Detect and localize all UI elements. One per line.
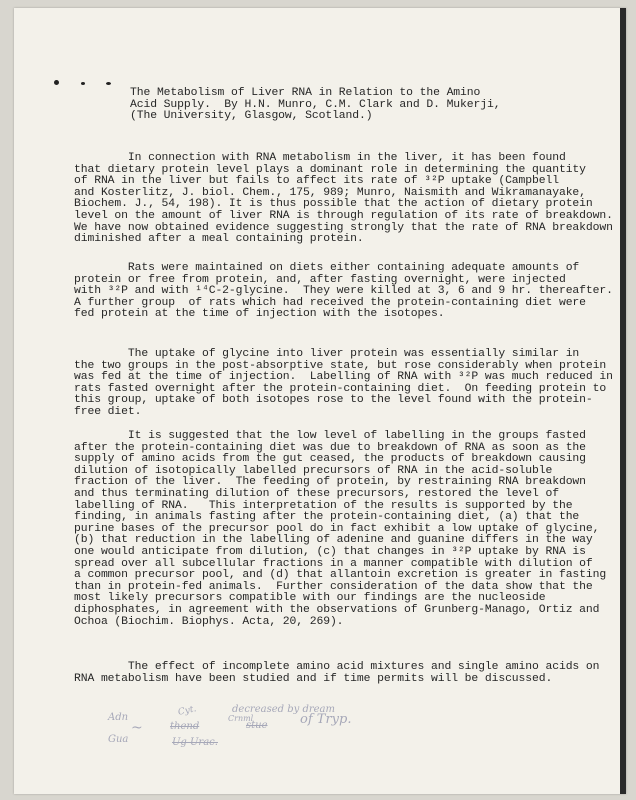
text-line: purine bases of the precursor pool do in fact exhibit a low uptake of glycine, — [74, 522, 600, 535]
handwritten-note: stue — [246, 720, 268, 731]
paragraph-results — [74, 349, 613, 419]
paragraph-discussion — [74, 431, 606, 628]
text-line: dilution of isotopically labelled precursors of RNA in the acid-soluble — [74, 464, 553, 477]
text-line: RNA metabolism have been studied and if time permits will be discussed. — [74, 672, 553, 685]
text-line: level on the amount of liver RNA is through regulation of its rate of breakdown. — [74, 209, 613, 222]
text-line: The uptake of glycine into liver protein was essentially similar in — [74, 348, 580, 360]
handwritten-note: Ug Urac. — [172, 737, 218, 748]
text-line: rats fasted overnight after the protein-containing diet. On feeding protein to — [74, 382, 607, 395]
text-line: most likely precursors compatible with our findings are the nucleoside — [74, 592, 546, 605]
punch-mark — [81, 82, 85, 85]
title-line: (The University, Glasgow, Scotland.) — [130, 110, 373, 123]
text-line: We have now obtained evidence suggesting strongly that the rate of RNA breakdown — [74, 221, 613, 234]
document-title — [130, 88, 500, 123]
text-line: was fed at the time of injection. Labelling of RNA with ³²P was much reduced in — [74, 371, 613, 384]
handwritten-note: Gua — [108, 734, 129, 745]
text-line: the two groups in the post-absorptive state, but rose considerably when protein — [74, 359, 607, 372]
text-line: that dietary protein level plays a dominant role in determining the quantity — [74, 163, 586, 176]
title-line: Acid Supply. By H.N. Munro, C.M. Clark and D. Mukerji, — [130, 98, 501, 111]
title-line: The Metabolism of Liver RNA in Relation to the Amino — [130, 87, 481, 99]
handwritten-note: of Tryp. — [300, 712, 352, 727]
text-line: The effect of incomplete amino acid mixtures and single amino acids on — [74, 661, 600, 673]
handwritten-note: Crnml — [228, 714, 254, 723]
punch-mark — [106, 82, 111, 85]
paragraph-methods — [74, 263, 613, 321]
text-line: finding, in animals fasting after the protein-containing diet, (a) that the — [74, 511, 580, 524]
handwritten-note: Adn — [108, 712, 129, 723]
text-line: Rats were maintained on diets either containing adequate amounts of — [74, 262, 580, 274]
text-line: A further group of rats which had received the protein-containing diet were — [74, 296, 586, 309]
text-line: It is suggested that the low level of labelling in the groups fasted — [74, 430, 586, 442]
punch-mark — [54, 80, 59, 85]
text-line: and Kosterlitz, J. biol. Chem., 175, 989; Munro, Naismith and Wikramanayake, — [74, 186, 586, 199]
text-line: a common precursor pool, and (d) that allantoin excretion is greater in fasting — [74, 569, 607, 582]
punch-marks — [54, 72, 123, 90]
text-line: this group, uptake of both isotopes rose to the level found with the protein- — [74, 394, 593, 407]
page-edge-shadow — [620, 8, 626, 794]
text-line: In connection with RNA metabolism in the liver, it has been found — [74, 152, 566, 164]
text-line: labelling of RNA. This interpretation of the results is supported by the — [74, 499, 573, 512]
text-line: fed protein at the time of injection with the isotopes. — [74, 308, 445, 321]
text-line: after the protein-containing diet was due to breakdown of RNA as soon as the — [74, 441, 586, 454]
paragraph-conclusion — [74, 662, 599, 685]
text-line: free diet. — [74, 405, 142, 418]
handwritten-note: decreased by dream — [232, 704, 335, 715]
handwritten-note: thend — [170, 721, 200, 732]
text-line: Biochem. J., 54, 198). It is thus possible that the action of dietary protein — [74, 198, 593, 211]
text-line: protein or free from protein, and, after fasting overnight, were injected — [74, 273, 566, 286]
text-line: diphosphates, in agreement with the observations of Grunberg-Manago, Ortiz and — [74, 603, 600, 616]
text-line: with ³²P and with ¹⁴C-2-glycine. They were killed at 3, 6 and 9 hr. thereafter. — [74, 285, 613, 298]
text-line: than in protein-fed animals. Further consideration of the data show that the — [74, 580, 593, 593]
text-line: diminished after a meal containing protein. — [74, 233, 364, 246]
text-line: and thus terminating dilution of these precursors, restored the level of — [74, 487, 559, 500]
paragraph-introduction — [74, 153, 613, 246]
text-line: supply of amino acids from the gut ceased, the products of breakdown causing — [74, 453, 586, 466]
handwritten-note: ~ — [131, 720, 143, 736]
text-line: one would anticipate from dilution, (c) that changes in ³²P uptake by RNA is — [74, 545, 586, 558]
text-line: spread over all subcellular fractions in a manner compatible with dilution of — [74, 557, 593, 570]
text-line: (b) that reduction in the labelling of adenine and guanine differs in the way — [74, 534, 593, 547]
text-line: fraction of the liver. The feeding of protein, by restraining RNA breakdown — [74, 476, 586, 489]
handwritten-note: Cyt. — [177, 704, 198, 718]
text-line: Ochoa (Biochim. Biophys. Acta, 20, 269). — [74, 615, 344, 628]
text-line: of RNA in the liver but fails to affect its rate of ³²P uptake (Campbell — [74, 175, 559, 188]
